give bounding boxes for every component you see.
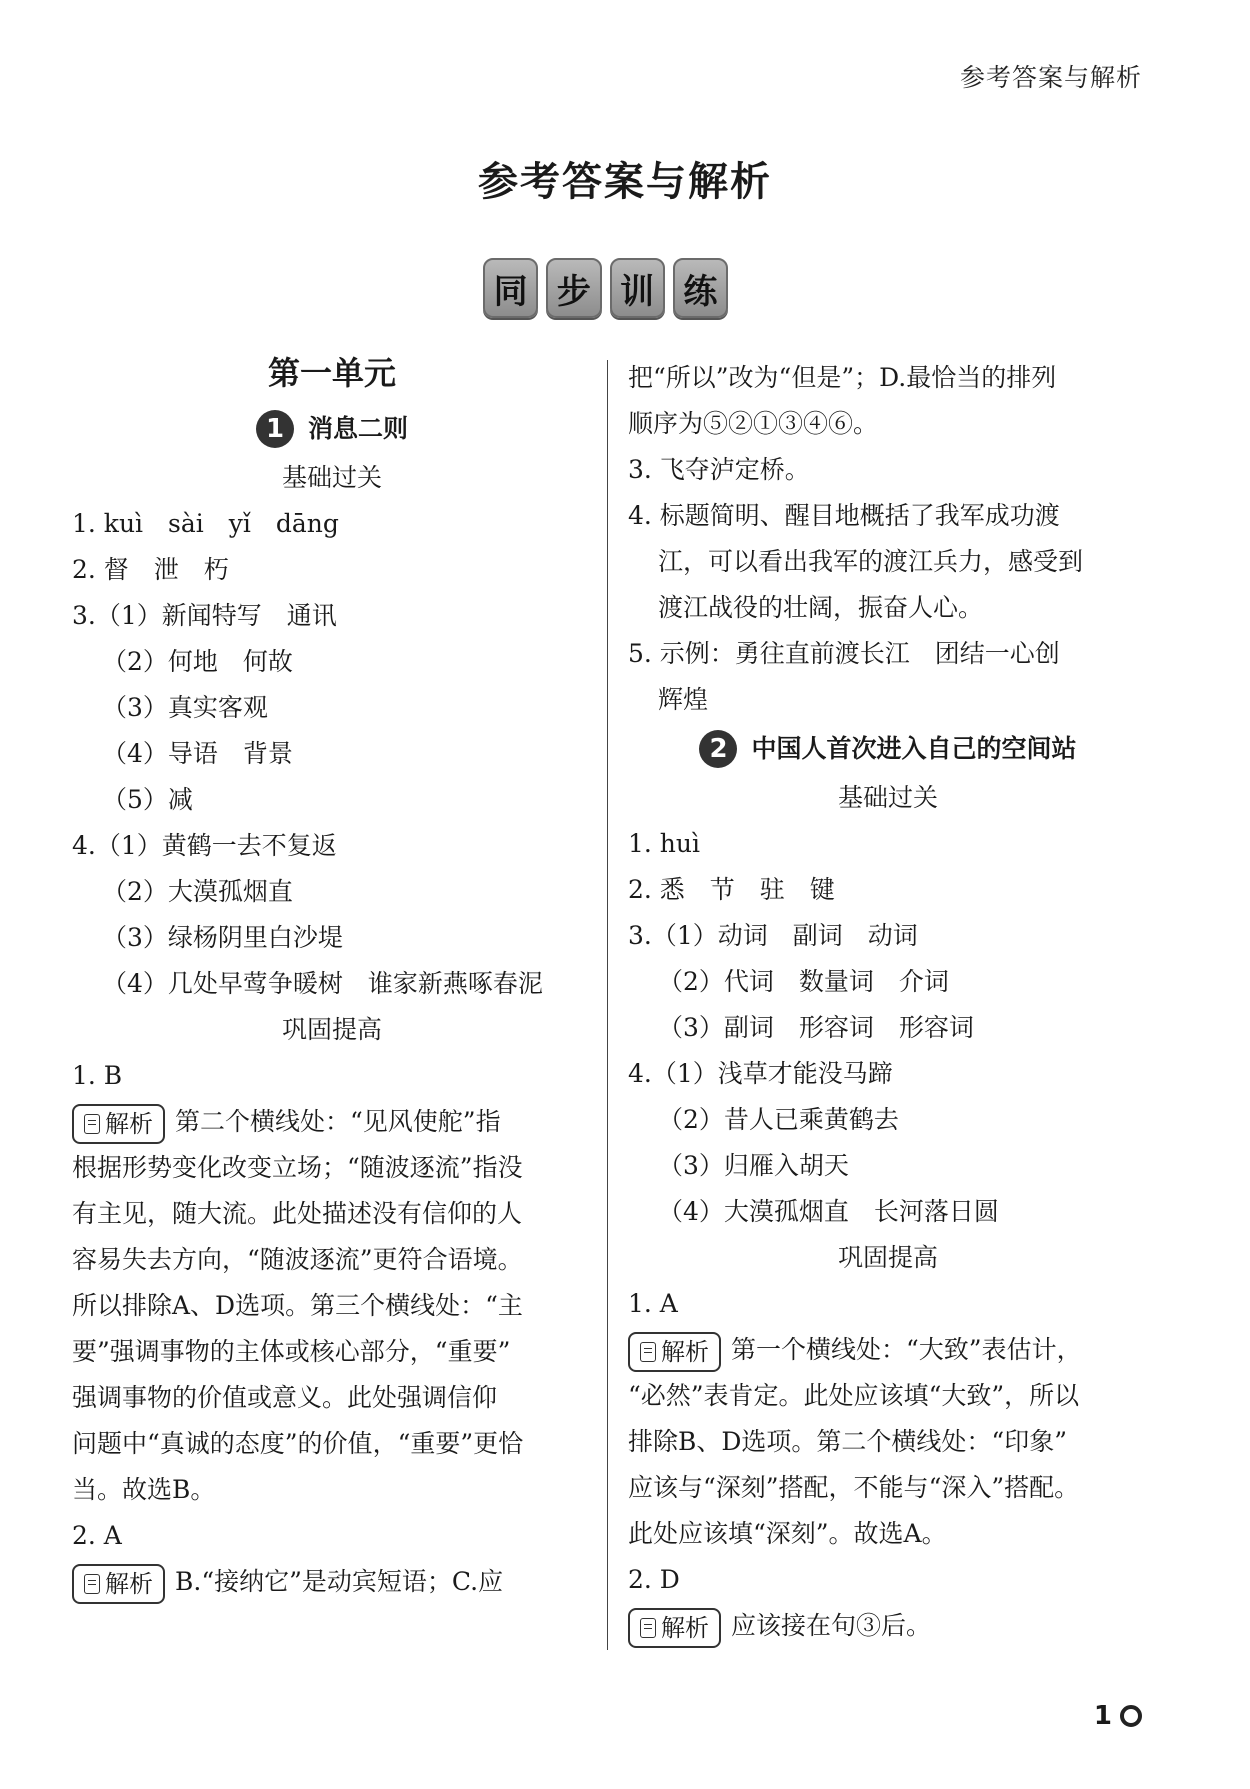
analysis-text: 应该接在句③后。 — [731, 1611, 932, 1640]
unit-title: 第一单元 — [267, 354, 396, 392]
answer-line: 3.（1）新闻特写 通讯 — [72, 601, 337, 630]
lesson-heading — [628, 723, 1148, 775]
answer-line: 1. kuì sài yǐ dāng — [72, 509, 339, 538]
analysis-line: 排除B、D选项。第二个横线处：“印象” — [628, 1427, 1067, 1456]
analysis-line: 应该与“深刻”搭配，不能与“深入”搭配。 — [628, 1473, 1080, 1502]
analysis-line: 根据形势变化改变立场；“随波逐流”指没 — [72, 1153, 523, 1182]
page-number-text: 1 — [1093, 1701, 1112, 1731]
analysis-line: 所以排除A、D选项。第三个横线处：“主 — [72, 1291, 523, 1320]
analysis-tag-label: 解析 — [105, 1569, 153, 1598]
answer-line: （3）归雁入胡天 — [658, 1151, 849, 1180]
analysis-line: 强调事物的价值或意义。此处强调信仰 — [72, 1383, 498, 1412]
banner-char: 训 — [610, 258, 665, 318]
answer-line: 5. 示例：勇往直前渡长江 团结一心创 — [628, 639, 1060, 668]
subsection-basic: 基础过关 — [837, 783, 938, 812]
answer-line: 2. D — [628, 1565, 680, 1594]
page-title: 参考答案与解析 — [478, 159, 772, 205]
answer-line: 4.（1）黄鹤一去不复返 — [72, 831, 337, 860]
analysis-tag-label: 解析 — [661, 1613, 709, 1642]
note-icon — [640, 1342, 656, 1362]
analysis-line: 顺序为⑤②①③④⑥。 — [628, 409, 879, 438]
answer-line: （3）副词 形容词 形容词 — [658, 1013, 974, 1042]
subsection-improve: 巩固提高 — [837, 1243, 938, 1272]
analysis-tag — [72, 1104, 165, 1144]
answer-line: 3.（1）动词 副词 动词 — [628, 921, 918, 950]
answer-line: 3. 飞夺泸定桥。 — [628, 455, 810, 484]
analysis-line: 要”强调事物的主体或核心部分，“重要” — [72, 1337, 511, 1366]
analysis-line: 当。故选B。 — [72, 1475, 216, 1504]
lesson-title: 中国人首次进入自己的空间站 — [751, 734, 1077, 763]
analysis-line: 容易失去方向，“随波逐流”更符合语境。 — [72, 1245, 523, 1274]
running-header: 参考答案与解析 — [959, 63, 1142, 92]
answer-line: （2）大漠孤烟直 — [102, 877, 293, 906]
answer-line: （3）绿杨阴里白沙堤 — [102, 923, 343, 952]
subsection-improve: 巩固提高 — [281, 1015, 382, 1044]
analysis-text: 第二个横线处：“见风使舵”指 — [175, 1107, 501, 1136]
analysis-line: “必然”表肯定。此处应该填“大致”，所以 — [628, 1381, 1080, 1410]
answer-line: 1. B — [72, 1061, 123, 1090]
analysis-first-line — [72, 1559, 592, 1605]
analysis-text: B.“接纳它”是动宾短语；C.应 — [175, 1567, 504, 1596]
banner-char: 步 — [546, 258, 601, 318]
answer-line: 2. 督 泄 朽 — [72, 555, 229, 584]
analysis-tag-label: 解析 — [105, 1109, 153, 1138]
analysis-first-line — [72, 1099, 592, 1145]
answer-line: 渡江战役的壮阔，振奋人心。 — [658, 593, 984, 622]
answer-line: 江，可以看出我军的渡江兵力，感受到 — [658, 547, 1084, 576]
analysis-line: 此处应该填“深刻”。故选A。 — [628, 1519, 947, 1548]
analysis-tag — [628, 1332, 721, 1372]
analysis-text: 第一个横线处：“大致”表估计， — [731, 1335, 1082, 1364]
column-divider — [607, 360, 608, 1650]
answer-line: （2）昔人已乘黄鹤去 — [658, 1105, 899, 1134]
right-column — [628, 355, 1148, 1649]
analysis-line: 问题中“真诚的态度”的价值，“重要”更恰 — [72, 1429, 524, 1458]
left-column — [72, 355, 592, 1605]
analysis-line: 把“所以”改为“但是”；D.最恰当的排列 — [628, 363, 1057, 392]
analysis-first-line — [628, 1327, 1148, 1373]
lesson-heading — [72, 403, 592, 455]
answer-line: （5）减 — [102, 785, 193, 814]
note-icon — [84, 1114, 100, 1134]
analysis-line: 有主见，随大流。此处描述没有信仰的人 — [72, 1199, 523, 1228]
answer-line: 2. 悉 节 驻 键 — [628, 875, 835, 904]
banner-char: 练 — [673, 258, 728, 318]
lesson-number-badge: 1 — [256, 410, 294, 448]
answer-line: 4. 标题简明、醒目地概括了我军成功渡 — [628, 501, 1060, 530]
answer-line: 1. A — [628, 1289, 678, 1318]
answer-line: 2. A — [72, 1521, 122, 1550]
note-icon — [84, 1574, 100, 1594]
section-banner — [483, 258, 728, 320]
answer-line: 辉煌 — [658, 685, 709, 714]
analysis-tag — [628, 1608, 721, 1648]
gear-icon — [1120, 1705, 1142, 1727]
page-number — [1094, 1701, 1142, 1731]
lesson-title: 消息二则 — [307, 414, 408, 443]
analysis-tag — [72, 1564, 165, 1604]
lesson-number-badge: 2 — [699, 730, 737, 768]
answer-line: （4）几处早莺争暖树 谁家新燕啄春泥 — [102, 969, 543, 998]
analysis-first-line — [628, 1603, 1148, 1649]
banner-char: 同 — [483, 258, 538, 318]
answer-line: 1. huì — [628, 829, 700, 858]
answer-line: （2）何地 何故 — [102, 647, 293, 676]
answer-line: （3）真实客观 — [102, 693, 268, 722]
note-icon — [640, 1618, 656, 1638]
answer-line: （2）代词 数量词 介词 — [658, 967, 949, 996]
subsection-basic: 基础过关 — [281, 463, 382, 492]
answer-line: 4.（1）浅草才能没马蹄 — [628, 1059, 893, 1088]
answer-line: （4）导语 背景 — [102, 739, 293, 768]
answer-line: （4）大漠孤烟直 长河落日圆 — [658, 1197, 999, 1226]
analysis-tag-label: 解析 — [661, 1337, 709, 1366]
